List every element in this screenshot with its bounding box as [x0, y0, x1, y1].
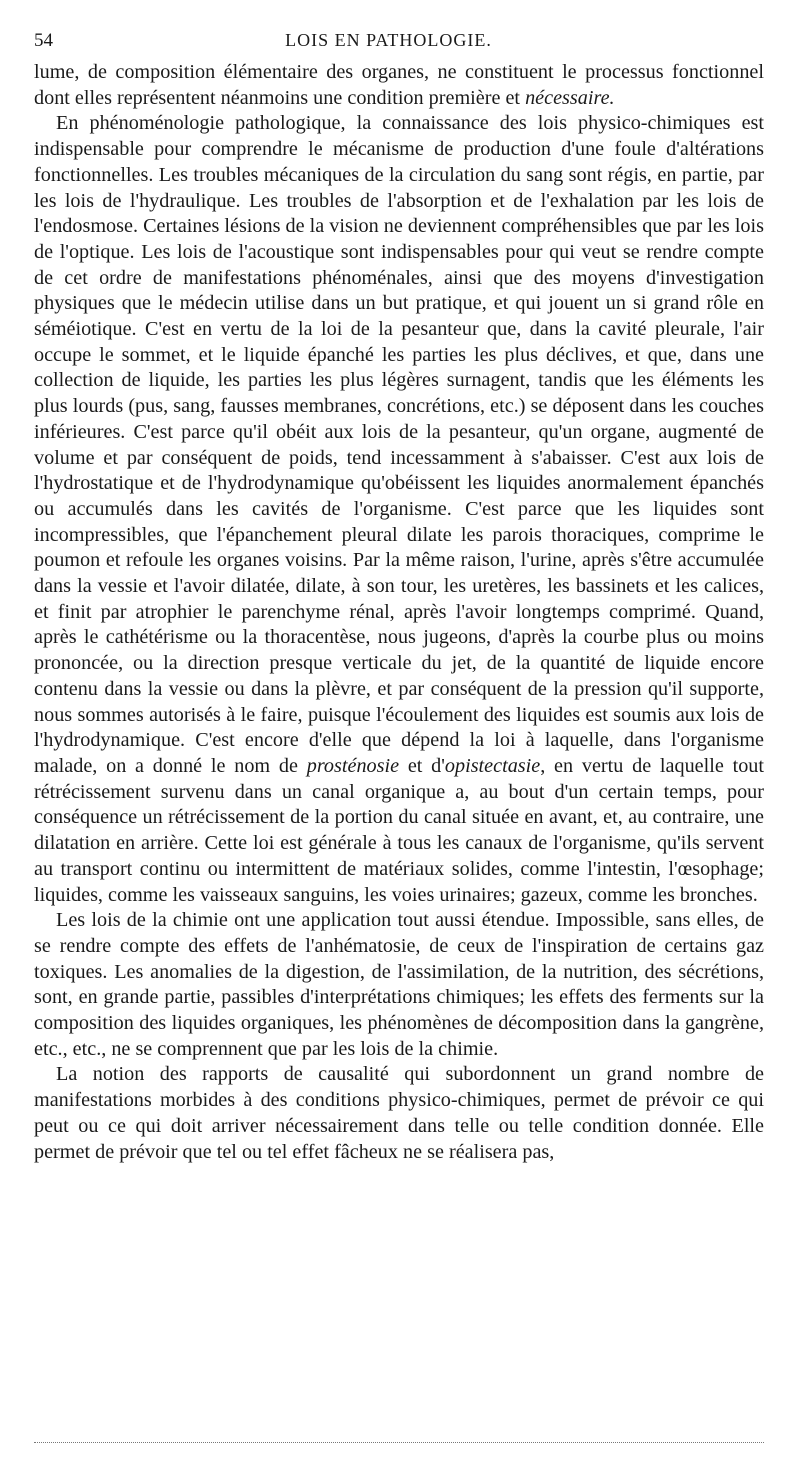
text-run: La notion des rapports de causalité qui subordonnent un grand nombre de manifestations morbides à des conditions physico-chimiques, permet de prévoir ce qui peut ou ce qui doit arriver nécessairement dans telle ou telle condition donnée. Elle permet de prévoir que tel ou tel effet fâcheux ne se réalisera pas,: [34, 1063, 764, 1163]
text-run: En phénoménologie pathologique, la connaissance des lois physico-chimiques est indispensable pour comprendre le mécanisme de production d'une foule d'altérations fonctionnelles. Les troubles mécaniques de la circulation du sang sont régis, en partie, par les lois de l'hydraulique. Les troubles de l'absorption et de l'exhalation par les lois de l'endosmose. Certaines lésions de la vision ne deviennent compréhensibles que par les lois de l'optique. Les lois de l'acoustique sont indispensables pour qui veut se rendre compte de cet ordre de manifestations phénoménales, ainsi que des moyens d'investigation physiques que le médecin utilise dans un but pratique, et qui jouent un si grand rôle en séméiotique. C'est en vertu de la loi de la pesanteur que, dans la cavité pleurale, l'air occupe le sommet, et le liquide épanché les parties les plus déclives, et que, dans une collection de liquide, les parties les plus légères surnagent, tandis que les éléments les plus lourds (pus, sang, fausses membranes, concrétions, etc.) se déposent dans les couches inférieures. C'est parce qu'il obéit aux lois de la pesanteur, qu'un organe, augmenté de volume et par conséquent de poids, tend incessamment à s'abaisser. C'est aux lois de l'hydrostatique et de l'hydrodynamique qu'obéissent les liquides anormalement épanchés ou accumulés dans les cavités de l'organisme. C'est parce que les liquides sont incompressibles, que l'épanchement pleural dilate les parois thoraciques, comprime le poumon et refoule les organes voisins. Par la même raison, l'urine, après s'être accumulée dans la vessie et l'avoir dilatée, dilate, à son tour, les uretères, les bassinets et les calices, et finit par atrophier le parenchyme rénal, après l'avoir longtemps comprimé. Quand, après le cathétérisme ou la thoracentèse, nous jugeons, d'après la courbe plus ou moins prononcée, ou la direction presque verticale du jet, de la quantité de liquide encore contenu dans la vessie ou dans la plèvre, et par conséquent de la pression qu'il supporte, nous sommes autorisés à le faire, puisque l'écoulement des liquides est soumis aux lois de l'hydrodynamique. C'est encore d'elle que dépend la loi à laquelle, dans l'organisme malade, on a donné le nom de: [34, 112, 764, 777]
text-run: et d': [399, 754, 445, 777]
book-page: [34, 30, 764, 1165]
footer-dotted-rule: [34, 1442, 764, 1443]
italic-term: opistectasie: [444, 754, 541, 777]
page-number: 54: [34, 30, 53, 51]
text-run: Les lois de la chimie ont une application tout aussi étendue. Impossible, sans elles, de se rendre compte des effets de l'anhématosie, de ceux de l'inspiration de certains gaz toxiques. Les anomalies de la digestion, de l'assimilation, de la nutrition, des sécrétions, sont, en grande partie, passibles d'interprétations chimiques; les effets des ferments sur la composition des liquides organiques, les phénomènes de décomposition dans la gangrène, etc., etc., ne se comprennent que par les lois de la chimie.: [34, 909, 764, 1060]
paragraph-causality: [34, 1062, 764, 1165]
page-body: [34, 60, 764, 1165]
text-run: , en vertu de laquelle tout rétrécissement survenu dans un canal organique a, au bout d'un certain temps, pour conséquence un rétrécissement de la portion du canal située en avant, et, au contraire, une dilatation en arrière. Cette loi est générale à tous les canaux de l'organisme, qu'ils servent au transport continu ou intermittent de matériaux solides, comme l'intestin, l'œsophage; liquides, comme les vaisseaux sanguins, les voies urinaires; gazeux, comme les bronches.: [34, 754, 764, 906]
running-header: [34, 30, 764, 60]
text-run: lume, de composition élémentaire des organes, ne constituent le processus fonctionnel dont elles représentent néanmoins une condition première et: [34, 61, 764, 109]
italic-term: prosténosie: [306, 754, 400, 777]
paragraph-continuation: [34, 60, 764, 111]
paragraph-chemistry-laws: [34, 908, 764, 1062]
italic-term: nécessaire.: [525, 86, 615, 109]
running-title: LOIS EN PATHOLOGIE.: [285, 30, 492, 50]
paragraph-physics-laws: [34, 111, 764, 908]
